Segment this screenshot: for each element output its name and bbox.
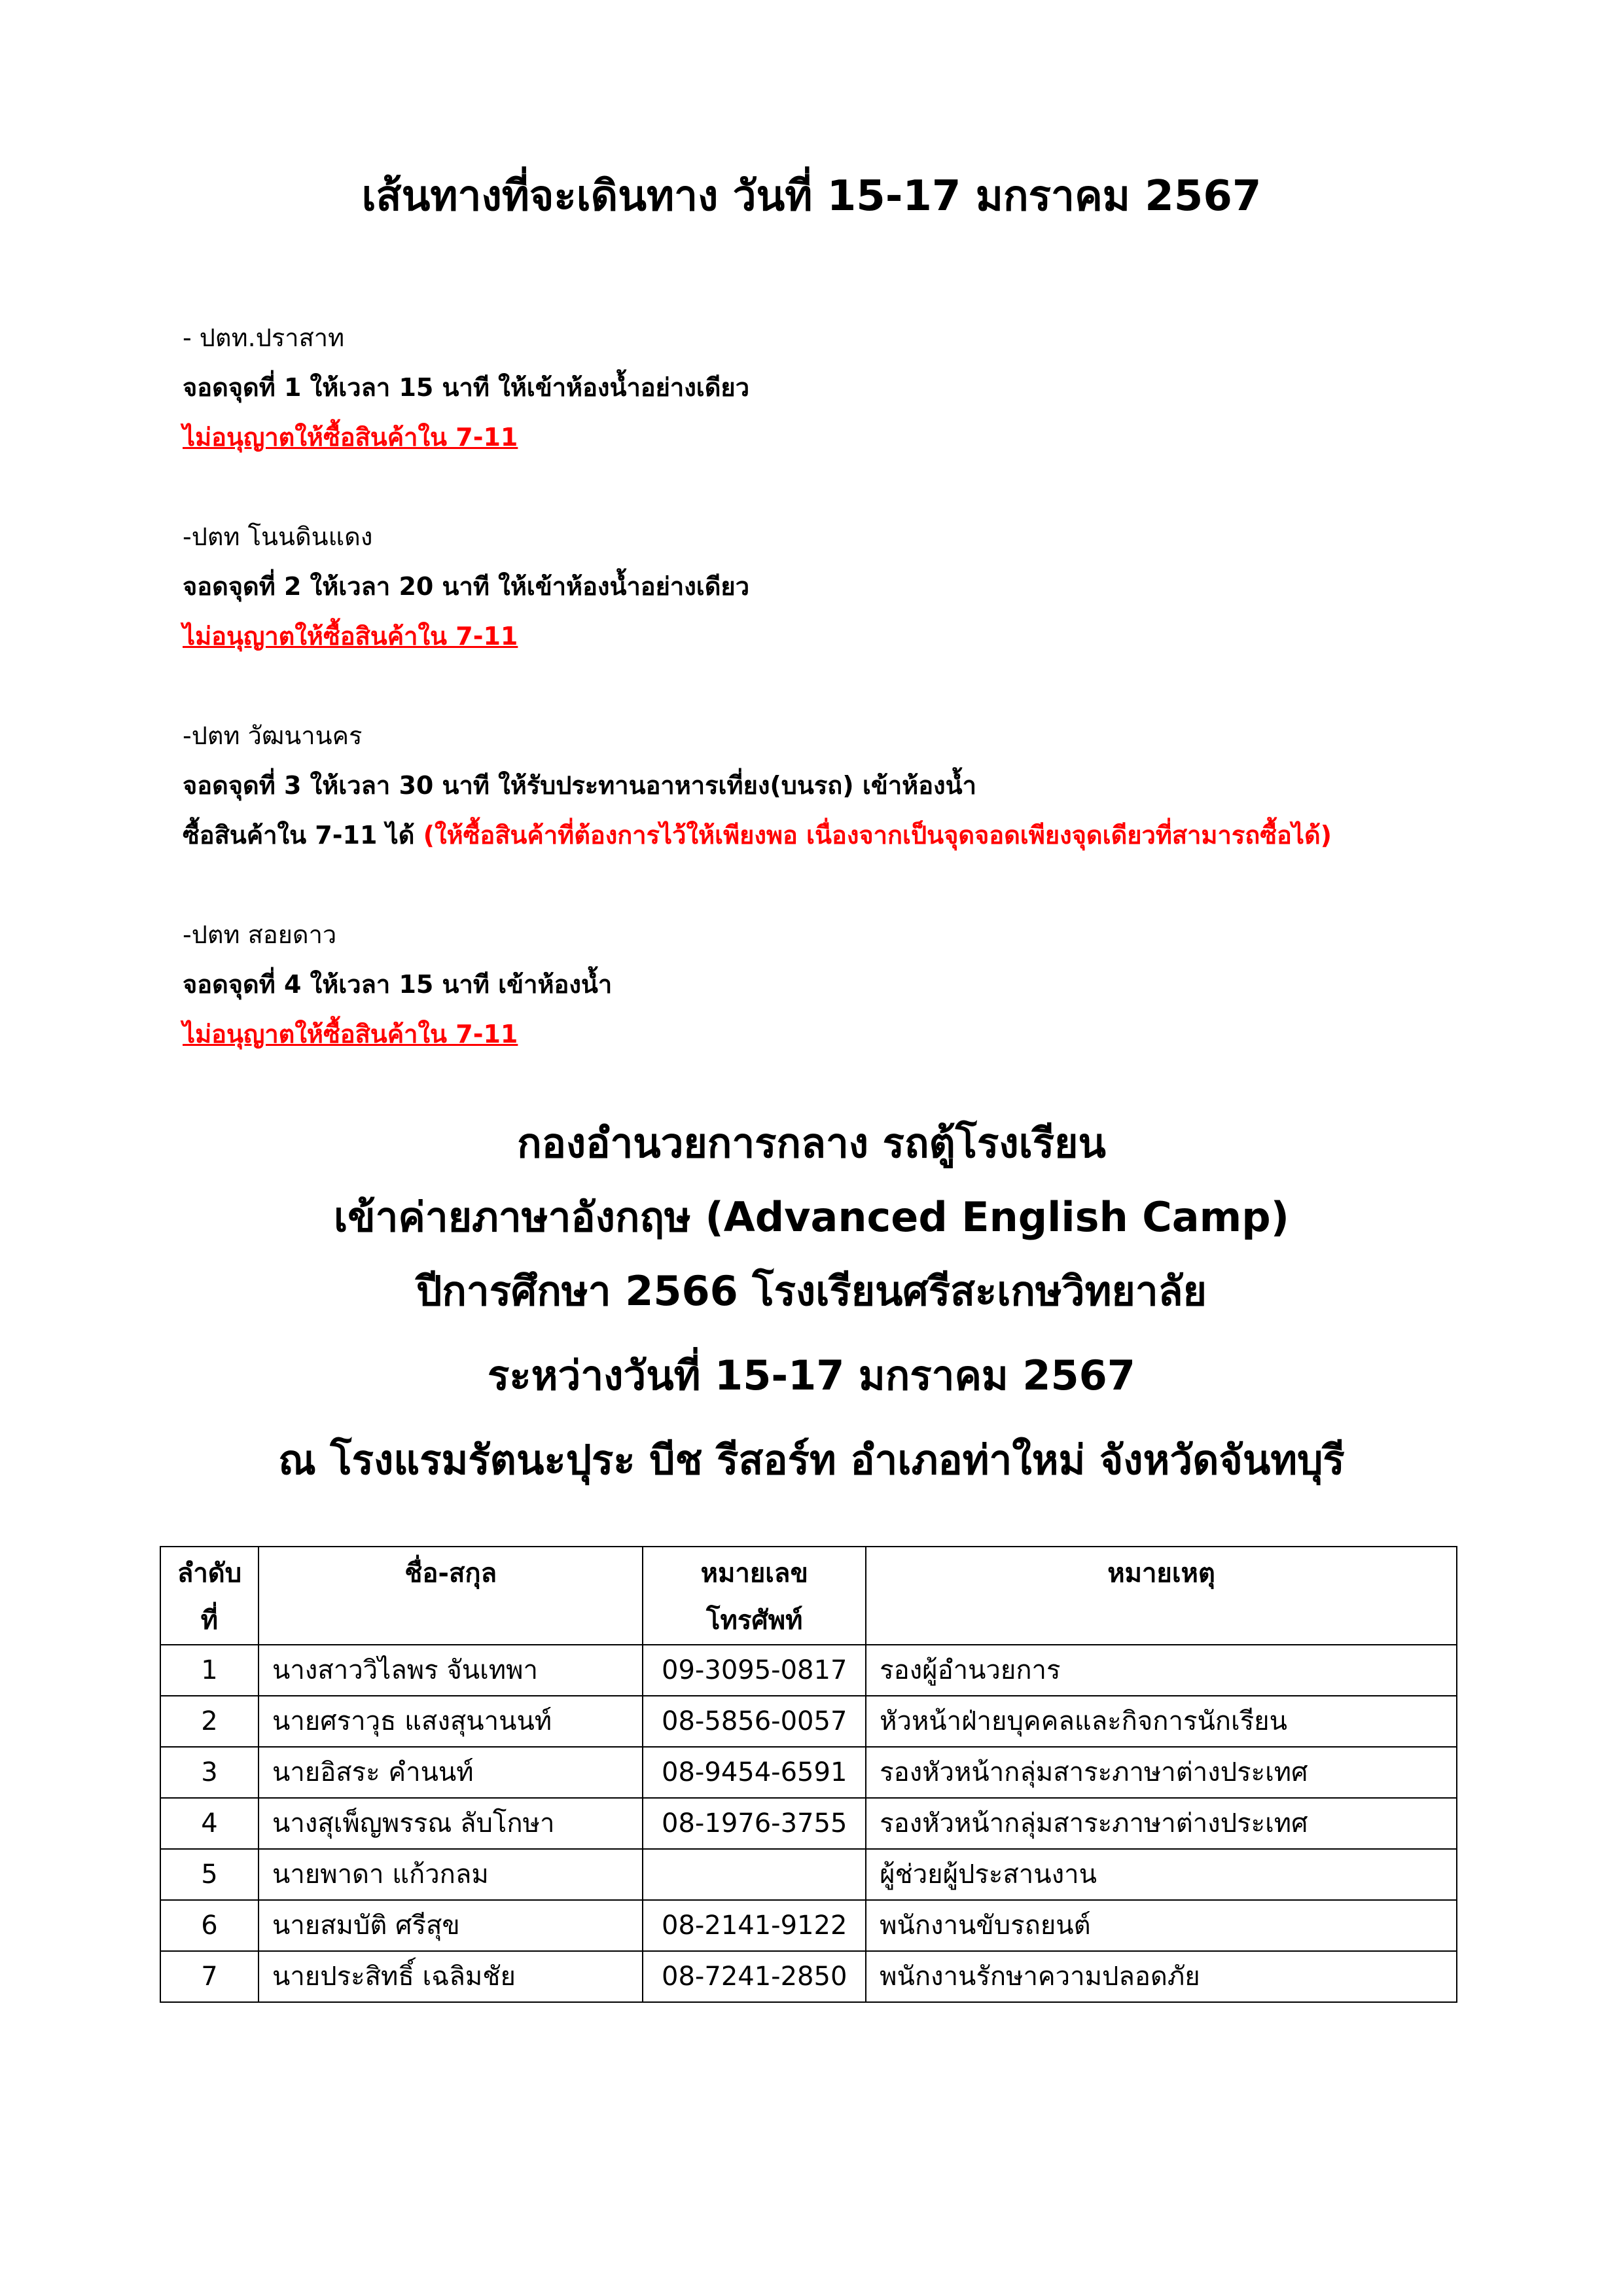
cell-phone: 08-1976-3755 xyxy=(643,1798,866,1849)
cell-name: นายพาดา แก้วกลม xyxy=(259,1849,643,1900)
cell-phone: 08-9454-6591 xyxy=(643,1747,866,1798)
cell-no: 2 xyxy=(160,1696,259,1747)
stop-detail: จอดจุดที่ 2 ให้เวลา 20 นาที ให้เข้าห้องน้ำอย่างเดียว xyxy=(183,572,750,601)
cell-name: นายศราวุธ แสงสุนานนท์ xyxy=(259,1696,643,1747)
stop-4 xyxy=(183,910,1524,1059)
cell-note: รองผู้อำนวยการ xyxy=(866,1645,1457,1696)
page-title: เส้นทางที่จะเดินทาง วันที่ 15-17 มกราคม 2567 xyxy=(361,172,1262,221)
table-row xyxy=(160,1798,1457,1849)
stop-warning: ไม่อนุญาตให้ซื้อสินค้าใน 7-11 xyxy=(183,1020,518,1049)
cell-note: รองหัวหน้ากลุ่มสาระภาษาต่างประเทศ xyxy=(866,1747,1457,1798)
cell-name: นางสุเพ็ญพรรณ ลับโกษา xyxy=(259,1798,643,1849)
cell-name: นายประสิทธิ์ เฉลิมชัย xyxy=(259,1951,643,2002)
stop-2 xyxy=(183,512,1524,661)
stop-3 xyxy=(183,711,1524,860)
stop-allowed: ซื้อสินค้าใน 7-11 ได้ xyxy=(183,821,415,850)
cell-phone: 08-7241-2850 xyxy=(643,1951,866,2002)
stop-name: -ปตท สอยดาว xyxy=(183,920,337,949)
stop-allowed-note: (ให้ซื้อสินค้าที่ต้องการไว้ให้เพียงพอ เนื่องจากเป็นจุดจอดเพียงจุดเดียวที่สามารถซื้อได้) xyxy=(423,821,1332,850)
cell-no: 5 xyxy=(160,1849,259,1900)
cell-name: นางสาววิไลพร จันเทพา xyxy=(259,1645,643,1696)
header-note: หมายเหตุ xyxy=(866,1547,1457,1645)
header-no: ลำดับ ที่ xyxy=(160,1547,259,1645)
cell-name: นายสมบัติ ศรีสุข xyxy=(259,1900,643,1951)
cell-phone: 08-5856-0057 xyxy=(643,1696,866,1747)
table-header-row xyxy=(160,1547,1457,1645)
header-name: ชื่อ-สกุล xyxy=(259,1547,643,1645)
heading-line-1: กองอำนวยการกลาง รถตู้โรงเรียน xyxy=(517,1119,1106,1167)
cell-no: 6 xyxy=(160,1900,259,1951)
cell-phone: 09-3095-0817 xyxy=(643,1645,866,1696)
cell-note: พนักงานขับรถยนต์ xyxy=(866,1900,1457,1951)
cell-no: 1 xyxy=(160,1645,259,1696)
cell-name: นายอิสระ คำนนท์ xyxy=(259,1747,643,1798)
stop-warning: ไม่อนุญาตให้ซื้อสินค้าใน 7-11 xyxy=(183,423,518,452)
stop-detail: จอดจุดที่ 3 ให้เวลา 30 นาที ให้รับประทานอาหารเที่ยง(บนรถ) เข้าห้องน้ำ xyxy=(183,771,976,800)
cell-phone xyxy=(643,1849,866,1900)
table-row xyxy=(160,1900,1457,1951)
cell-note: ผู้ช่วยผู้ประสานงาน xyxy=(866,1849,1457,1900)
stop-name: -ปตท วัฒนานคร xyxy=(183,721,363,750)
camp-heading xyxy=(0,1106,1623,1497)
heading-line-3: ปีการศึกษา 2566 โรงเรียนศรีสะเกษวิทยาลัย xyxy=(416,1267,1207,1315)
stop-detail: จอดจุดที่ 1 ให้เวลา 15 นาที ให้เข้าห้องน้ำอย่างเดียว xyxy=(183,373,750,402)
table-row xyxy=(160,1951,1457,2002)
table-row xyxy=(160,1747,1457,1798)
cell-no: 3 xyxy=(160,1747,259,1798)
stop-list xyxy=(183,313,1524,1109)
table-row xyxy=(160,1645,1457,1696)
cell-note: หัวหน้าฝ่ายบุคคลและกิจการนักเรียน xyxy=(866,1696,1457,1747)
heading-line-2: เข้าค่ายภาษาอังกฤษ (Advanced English Camp) xyxy=(334,1193,1289,1241)
stop-name: - ปตท.ปราสาท xyxy=(183,323,345,352)
stop-name: -ปตท โนนดินแดง xyxy=(183,522,373,551)
stop-warning: ไม่อนุญาตให้ซื้อสินค้าใน 7-11 xyxy=(183,622,518,651)
heading-line-4: ระหว่างวันที่ 15-17 มกราคม 2567 xyxy=(488,1352,1135,1399)
table-row xyxy=(160,1849,1457,1900)
stop-1 xyxy=(183,313,1524,462)
header-phone: หมายเลข โทรศัพท์ xyxy=(643,1547,866,1645)
cell-no: 7 xyxy=(160,1951,259,2002)
cell-note: พนักงานรักษาความปลอดภัย xyxy=(866,1951,1457,2002)
cell-phone: 08-2141-9122 xyxy=(643,1900,866,1951)
staff-table xyxy=(160,1546,1457,2003)
stop-detail: จอดจุดที่ 4 ให้เวลา 15 นาที เข้าห้องน้ำ xyxy=(183,970,613,999)
stop-allowed-line xyxy=(183,810,1524,860)
table-row xyxy=(160,1696,1457,1747)
cell-no: 4 xyxy=(160,1798,259,1849)
cell-note: รองหัวหน้ากลุ่มสาระภาษาต่างประเทศ xyxy=(866,1798,1457,1849)
heading-line-5: ณ โรงแรมรัตนะปุระ บีช รีสอร์ท อำเภอท่าใหม่ จังหวัดจันทบุรี xyxy=(278,1436,1345,1484)
